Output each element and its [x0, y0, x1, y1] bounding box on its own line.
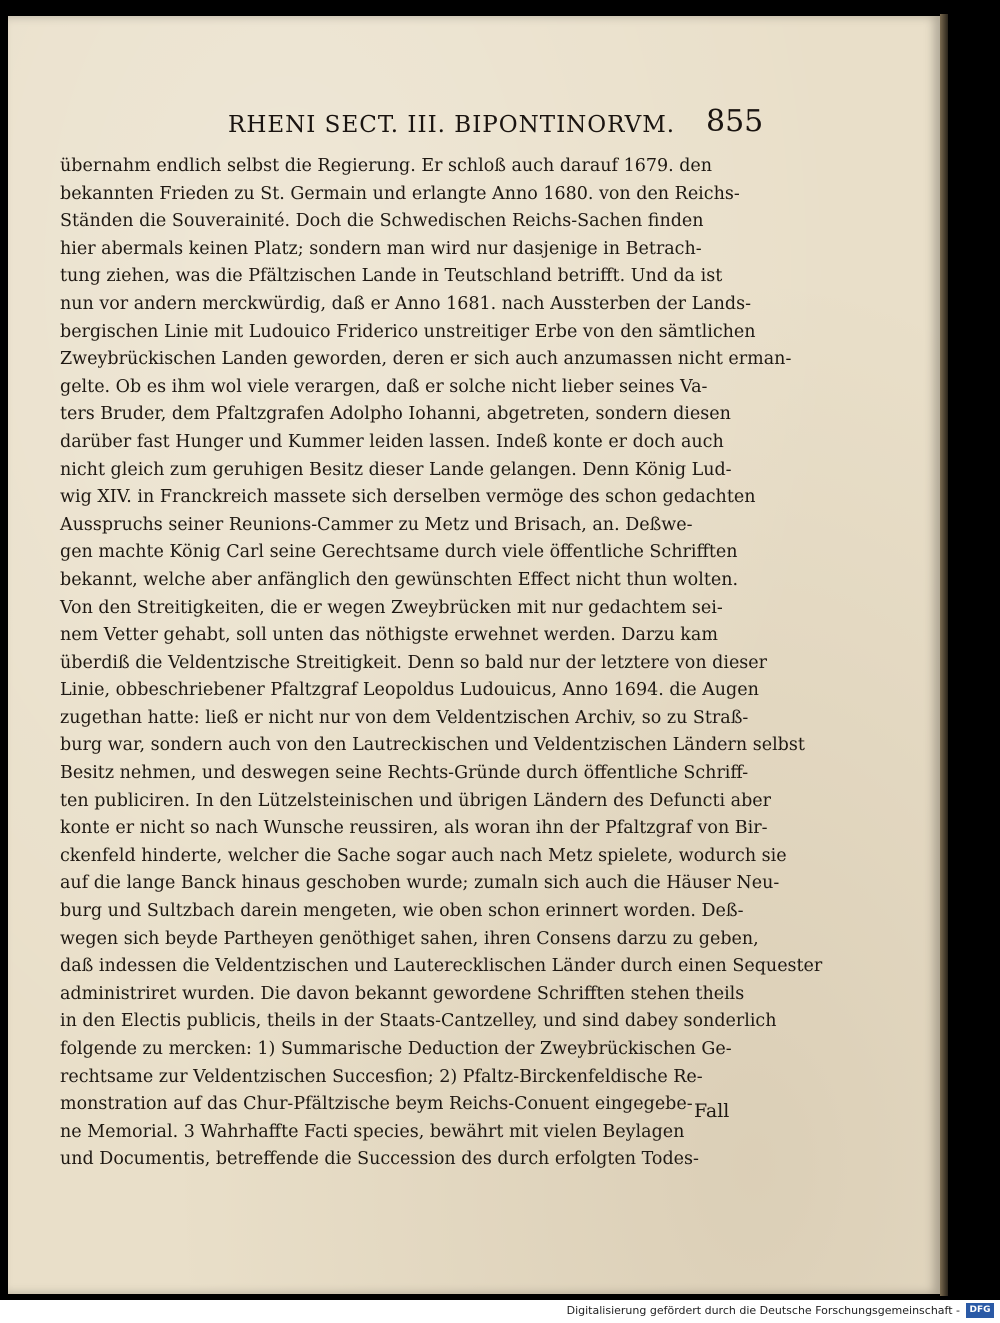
text-line: Zweybrückischen Landen geworden, deren er sich auch anzumassen nicht erman-	[60, 349, 792, 370]
footer-bar	[0, 1300, 1000, 1323]
text-line: Von den Streitigkeiten, die er wegen Zweybrücken mit nur gedachtem sei-	[60, 597, 723, 618]
running-header: RHENI SECT. III. BIPONTINORVM.	[228, 112, 676, 138]
text-line: auf die lange Banck hinaus geschoben wurde; zumaln sich auch die Häuser Neu-	[60, 873, 780, 894]
text-line: bergischen Linie mit Ludouico Friderico unstreitiger Erbe von den sämtlichen	[60, 321, 756, 342]
page-edge	[940, 14, 948, 1296]
text-line: ten publiciren. In den Lützelsteinischen und übrigen Ländern des Defuncti aber	[60, 790, 771, 811]
text-line: gen machte König Carl seine Gerechtsame durch viele öffentliche Schrifften	[60, 542, 738, 563]
text-line: ne Memorial. 3 Wahrhaffte Facti species, bewährt mit vielen Beylagen	[60, 1121, 685, 1142]
body-text	[60, 153, 823, 1174]
text-line: Linie, obbeschriebener Pfaltzgraf Leopoldus Ludouicus, Anno 1694. die Augen	[60, 680, 759, 701]
page-number: 855	[706, 104, 764, 139]
text-line: überdiß die Veldentzische Streitigkeit. Denn so bald nur der letztere von dieser	[60, 652, 768, 673]
text-line: nicht gleich zum geruhigen Besitz dieser Lande gelangen. Denn König Lud-	[60, 459, 732, 480]
text-line: administriret wurden. Die davon bekannt gewordene Schrifften stehen theils	[60, 983, 745, 1004]
text-line: Ständen die Souverainité. Doch die Schwedischen Reichs-Sachen finden	[60, 211, 704, 232]
text-line: daß indessen die Veldentzischen und Lauterecklischen Länder durch einen Sequester	[60, 956, 823, 977]
text-line: ters Bruder, dem Pfaltzgrafen Adolpho Iohanni, abgetreten, sondern diesen	[60, 404, 731, 425]
text-line: übernahm endlich selbst die Regierung. Er schloß auch darauf 1679. den	[60, 156, 713, 176]
text-line: monstration auf das Chur-Pfältzische beym Reichs-Conuent eingegebe-	[60, 1094, 693, 1115]
text-line: zugethan hatte: ließ er nicht nur von dem Veldentzischen Archiv, so zu Straß-	[60, 707, 749, 728]
text-line: ckenfeld hinderte, welcher die Sache sogar auch nach Metz spielete, wodurch sie	[60, 845, 787, 866]
funding-notice: Digitalisierung gefördert durch die Deutsche Forschungsgemeinschaft -	[566, 1304, 960, 1317]
text-line: und Documentis, betreffende die Succession des durch erfolgten Todes-	[60, 1149, 699, 1170]
text-line: bekannten Frieden zu St. Germain und erlangte Anno 1680. von den Reichs-	[60, 183, 740, 204]
text-line: nem Vetter gehabt, soll unten das nöthigste erwehnet werden. Darzu kam	[60, 625, 718, 646]
text-line: gelte. Ob es ihm wol viele verargen, daß er solche nicht lieber seines Va-	[60, 376, 708, 397]
text-line: nun vor andern merckwürdig, daß er Anno 1681. nach Aussterben der Lands-	[60, 293, 752, 314]
text-line: folgende zu mercken: 1) Summarische Deduction der Zweybrückischen Ge-	[60, 1039, 732, 1059]
text-line: Ausspruchs seiner Reunions-Cammer zu Metz und Brisach, an. Deßwe-	[60, 514, 693, 535]
catchword: Fall	[694, 1100, 730, 1122]
text-line: Besitz nehmen, und deswegen seine Rechts-Gründe durch öffentliche Schriff-	[60, 763, 749, 784]
text-line: bekannt, welche aber anfänglich den gewünschten Effect nicht thun wolten.	[60, 569, 739, 590]
text-line: tung ziehen, was die Pfältzischen Lande in Teutschland betrifft. Und da ist	[60, 266, 723, 287]
text-line: konte er nicht so nach Wunsche reussiren, als woran ihn der Pfaltzgraf von Bir-	[60, 818, 768, 839]
dfg-logo: DFG	[966, 1303, 994, 1318]
text-line: in den Electis publicis, theils in der Staats-Cantzelley, und sind dabey sonderlich	[60, 1011, 777, 1032]
text-line: rechtsame zur Veldentzischen Succesfion; 2) Pfaltz-Birckenfeldische Re-	[60, 1066, 703, 1087]
text-line: wegen sich beyde Partheyen genöthiget sahen, ihren Consens darzu zu geben,	[60, 928, 759, 949]
text-line: darüber fast Hunger und Kummer leiden lassen. Indeß konte er doch auch	[60, 431, 724, 452]
text-line: hier abermals keinen Platz; sondern man wird nur dasjenige in Betrach-	[60, 238, 702, 259]
text-line: burg war, sondern auch von den Lautreckischen und Veldentzischen Ländern selbst	[60, 735, 805, 756]
text-line: burg und Sultzbach darein mengeten, wie oben schon erinnert worden. Deß-	[60, 901, 744, 922]
text-line: wig XIV. in Franckreich massete sich derselben vermöge des schon gedachten	[60, 487, 756, 508]
